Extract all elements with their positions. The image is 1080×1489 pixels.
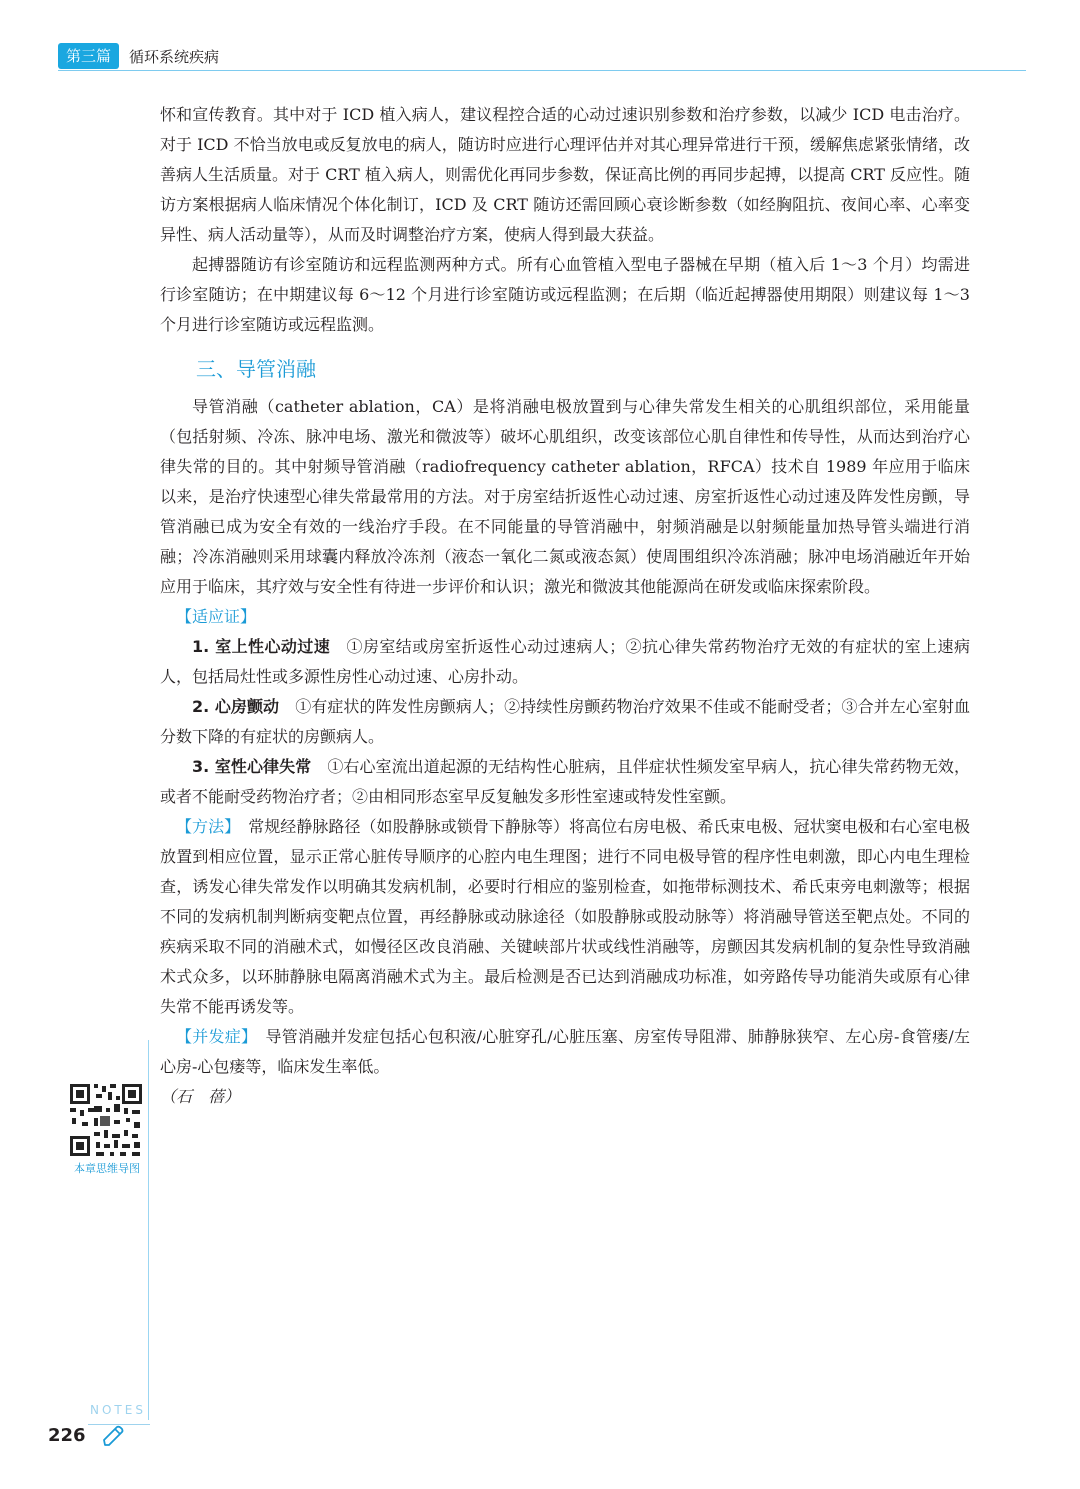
indication-2-heading: 2. 心房颤动 [192,697,280,716]
main-text [160,100,970,1112]
method-text: 常规经静脉路径（如股静脉或锁骨下静脉等）将高位右房电极、希氏束电极、冠状窦电极和右心室电极放置到相应位置，显示正常心脏传导顺序的心腔内电生理图；进行不同电极导管的程序性电刺激，即心内电生理检查，诱发心律失常发作以明确其发病机制，必要时行相应的鉴别检查，如拖带标测技术、希氏束旁电刺激等；根据不同的发病机制判断病变靶点位置，再经静脉或动脉途径（如股静脉或股动脉等）将消融导管送至靶点处。不同的疾病采取不同的消融术式，如慢径区改良消融、关键峡部片状或线性消融等，房颤因其发病机制的复杂性导致消融术式众多，以环肺静脉电隔离消融术式为主。最后检测是否已达到消融成功标准，如旁路传导功能消失或原有心律失常不能再诱发等。 [160,817,970,1016]
qr-code-icon[interactable] [68,1082,144,1158]
complication-tag: 【并发症】 [176,1027,250,1046]
method-paragraph [160,812,970,1022]
section-title: 三、导管消融 [196,357,316,381]
paragraph-catheter-ablation: 导管消融（catheter ablation，CA）是将消融电极放置到与心律失常发生相关的心肌组织部位，采用能量（包括射频、冷冻、脉冲电场、激光和微波等）破坏心肌组织，改变该部位心肌自律性和传导性，从而达到治疗心律失常的目的。其中射频导管消融（radiofrequency catheter ablation，RFCA）技术自 1989 年应用于临床以来，是治疗快速型心律失常最常用的方法。对于房室结折返性心动过速、房室折返性心动过速及阵发性房颤，导管消融已成为安全有效的一线治疗手段。在不同能量的导管消融中，射频消融是以射频能量加热导管头端进行消融；冷冻消融则采用球囊内释放冷冻剂（液态一氧化二氮或液态氮）使周围组织冷冻消融；脉冲电场消融近年开始应用于临床，其疗效与安全性有待进一步评价和认识；激光和微波其他能源尚在研发或临床探索阶段。 [160,397,970,596]
indication-item-2 [160,692,970,752]
notes-label: NOTES [90,1403,146,1417]
page-header [58,42,219,70]
indication-item-1 [160,632,970,692]
indication-3-heading: 3. 室性心律失常 [192,757,312,776]
indication-1-text: ①房室结或房室折返性心动过速病人；②抗心律失常药物治疗无效的有症状的室上速病人，包括局灶性或多源性房性心动过速、心房扑动。 [160,637,970,686]
indication-1-heading: 1. 室上性心动过速 [192,637,331,656]
paragraph-followup-icd-crt: 怀和宣传教育。其中对于 ICD 植入病人，建议程控合适的心动过速识别参数和治疗参数，以减少 ICD 电击治疗。对于 ICD 不恰当放电或反复放电的病人，随访时应进行心理评估并对其心理异常进行干预，缓解焦虑紧张情绪，改善病人生活质量。对于 CRT 植入病人，则需优化再同步参数，保证高比例的再同步起搏，以提高 CRT 反应性。随访方案根据病人临床情况个体化制订，ICD 及 CRT 随访还需回顾心衰诊断参数（如经胸阻抗、夜间心率、心率变异性、病人活动量等），从而及时调整治疗方案，使病人得到最大获益。 [160,105,970,244]
qr-caption: 本章思维导图 [74,1162,140,1175]
page-number: 226 [48,1425,86,1446]
indications-tag: 【适应证】 [176,607,257,626]
paragraph-pacemaker-followup: 起搏器随访有诊室随访和远程监测两种方式。所有心血管植入型电子器械在早期（植入后 1～3 个月）均需进行诊室随访；在中期建议每 6～12 个月进行诊室随访或远程监测；在后期（临近起搏器使用期限）则建议每 1～3 个月进行诊室随访或远程监测。 [160,255,970,334]
indication-item-3 [160,752,970,812]
pencil-icon [100,1424,126,1450]
indication-3-text: ①右心室流出道起源的无结构性心脏病，且伴症状性频发室早病人，抗心律失常药物无效，或者不能耐受药物治疗者；②由相同形态室早反复触发多形性室速或特发性室颤。 [160,757,970,806]
part-badge: 第三篇 [58,43,119,69]
margin-divider [148,1040,149,1420]
author-credit: （石 蓓） [160,1087,241,1106]
method-tag: 【方法】 [176,817,233,836]
header-divider [58,70,1026,71]
indication-2-text: ①有症状的阵发性房颤病人；②持续性房颤药物治疗效果不佳或不能耐受者；③合并左心室射血分数下降的有症状的房颤病人。 [160,697,970,746]
chapter-title: 循环系统疾病 [129,47,220,66]
indications-heading [160,602,970,632]
complication-text: 导管消融并发症包括心包积液/心脏穿孔/心脏压塞、房室传导阻滞、肺静脉狭窄、左心房-食管瘘/左心房-心包瘘等，临床发生率低。 [160,1027,970,1076]
complication-paragraph [160,1022,970,1082]
